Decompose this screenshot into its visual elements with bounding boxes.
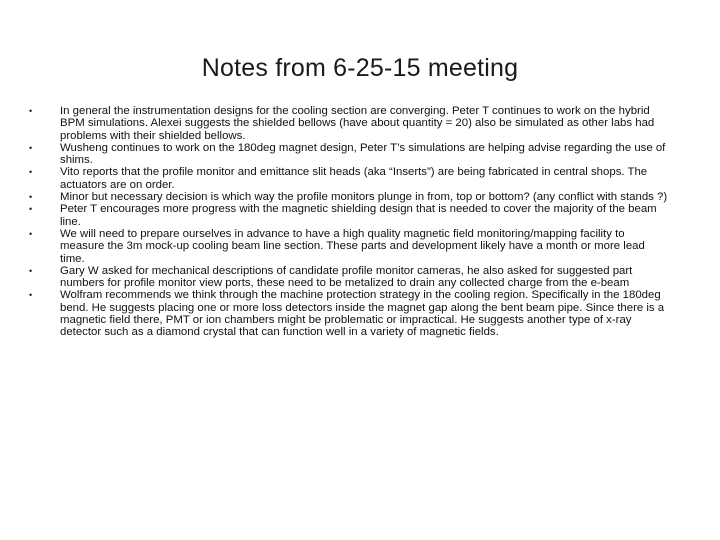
bullet-icon: • — [29, 192, 33, 203]
bullet-icon: • — [29, 228, 33, 239]
note-text: Wusheng continues to work on the 180deg magnet design, Peter T’s simulations are helping advise regarding the use of shims. — [60, 141, 666, 167]
notes-list — [28, 105, 668, 339]
bullet-icon: • — [29, 265, 33, 276]
note-text: Wolfram recommends we think through the machine protection strategy in the cooling region. Specifically in the 180deg bend. He suggests placing one or more loss detectors inside the magnet gap along the bent beam pipe. Since there is a magnetic field there, PMT or ion chambers might be problematic or impractical. He suggests another type of x-ray detector such as a diamond crystal that can function well in a variety of magnetic fields. — [60, 289, 665, 339]
note-item — [28, 228, 668, 265]
note-text: Peter T encourages more progress with the magnetic shielding design that is needed to cover the majority of the beam line. — [60, 203, 657, 228]
bullet-icon: • — [29, 167, 33, 178]
note-text: We will need to prepare ourselves in advance to have a high quality magnetic field monitoring/mapping facility to measure the 3m mock-up cooling beam line section. These parts and development likely have a month or more lead time. — [60, 227, 645, 265]
note-text: Minor but necessary decision is which way the profile monitors plunge in from, top or bottom? (any conflict with stands ?) — [60, 191, 668, 204]
note-text: Gary W asked for mechanical descriptions of candidate profile monitor cameras, he also asked for suggested part numbers for profile monitor view ports, these need to be metalized to drain any collected charge from the e-beam — [60, 264, 633, 290]
note-item — [28, 191, 668, 203]
note-item — [28, 105, 668, 142]
note-text: Vito reports that the profile monitor and emittance slit heads (aka “Inserts”) are being fabricated in central shops. The actuators are on order. — [60, 166, 648, 191]
bullet-icon: • — [29, 142, 33, 153]
bullet-icon: • — [29, 290, 33, 301]
note-item — [28, 289, 668, 338]
bullet-icon: • — [29, 204, 33, 215]
note-item — [28, 166, 668, 191]
note-text: In general the instrumentation designs for the cooling section are converging. Peter T continues to work on the hybrid BPM simulations. Alexei suggests the shielded bellows (have about quantity = 20) also be simulated as other labs had problems with their shielded bellows. — [60, 105, 655, 142]
note-item — [28, 203, 668, 228]
slide-title: Notes from 6-25-15 meeting — [201, 54, 519, 82]
note-item — [28, 265, 668, 290]
bullet-icon: • — [29, 106, 33, 116]
note-item — [28, 142, 668, 167]
